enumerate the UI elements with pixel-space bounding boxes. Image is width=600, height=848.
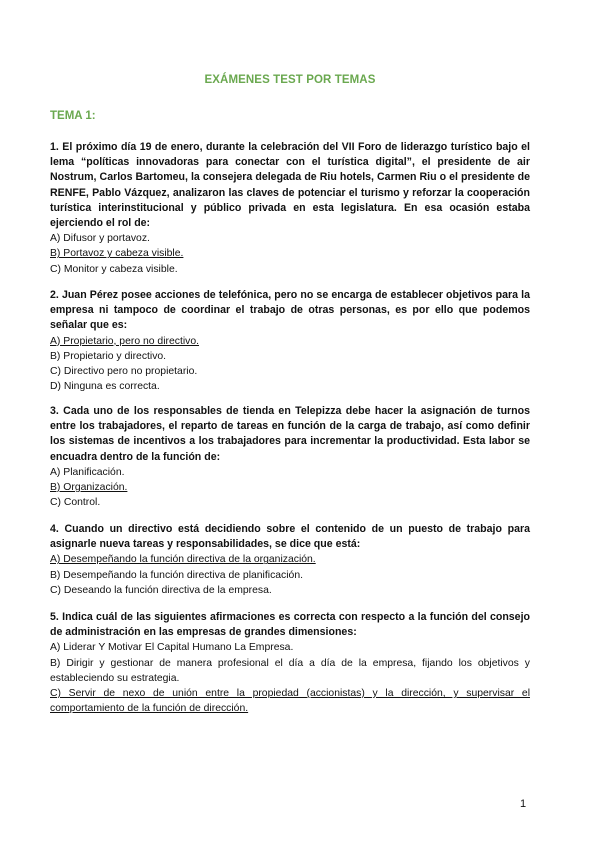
section-heading: TEMA 1:: [50, 110, 96, 122]
question-stem: 1. El próximo día 19 de enero, durante la celebración del VII Foro de liderazgo turístico bajo el lema “políticas innovadoras para conectar con el turística digital”, el presidente de air Nostrum, Carlos Bartomeu, la consejera delegada de Riu hotels, Carmen Riu o el presidente de RENFE, Pablo Vázquez, analizaron las claves de potenciar el turismo y reforzar la cooperación turística interinstitucional y público privada en esta legislatura. En esa ocasión estaba ejerciendo el rol de:: [50, 141, 530, 230]
answer-option: C) Deseando la función directiva de la empresa.: [50, 584, 272, 596]
question-stem: 5. Indica cuál de las siguientes afirmaciones es correcta con respecto a la función del consejo de administración en las empresas de grandes dimensiones:: [50, 611, 530, 639]
answer-option-correct: A) Propietario, pero no directivo.: [50, 335, 200, 347]
answer-option-correct: B) Organización.: [50, 482, 128, 494]
answer-option: A) Planificación.: [50, 466, 125, 478]
answer-option: B) Dirigir y gestionar de manera profesional el día a día de la empresa, fijando los objetivos y estableciendo su estrategia.: [50, 657, 530, 684]
answer-option: C) Control.: [50, 497, 101, 509]
question-5: [50, 610, 530, 716]
answer-option: C) Directivo pero no propietario.: [50, 366, 198, 378]
answer-option-correct: A) Desempeñando la función directiva de la organización.: [50, 554, 316, 566]
question-2: [50, 288, 530, 394]
answer-option: B) Propietario y directivo.: [50, 350, 167, 362]
question-stem: 3. Cada uno de los responsables de tienda en Telepizza debe hacer la asignación de turnos entre los trabajadores, el reparto de tareas en función de la carga de trabajo, así como definir los sistemas de incentivos a los trabajadores para incrementar la productividad. Esta labor se encuadra dentro de la función de:: [50, 405, 530, 463]
answer-option: D) Ninguna es correcta.: [50, 381, 160, 393]
answer-option: B) Desempeñando la función directiva de planificación.: [50, 569, 303, 581]
answer-option-correct: C) Servir de nexo de unión entre la propiedad (accionistas) y la dirección, y supervisar el comportamiento de la función de dirección.: [50, 688, 530, 715]
question-4: [50, 522, 530, 598]
question-stem: 4. Cuando un directivo está decidiendo sobre el contenido de un puesto de trabajo para asignarle nueva tareas y responsabilidades, se dice que está:: [50, 523, 530, 551]
page-number: 1: [520, 798, 527, 810]
question-1: [50, 140, 530, 277]
answer-option: A) Difusor y portavoz.: [50, 233, 150, 245]
answer-option: A) Liderar Y Motivar El Capital Humano La Empresa.: [50, 642, 294, 654]
document-title: EXÁMENES TEST POR TEMAS: [204, 74, 376, 86]
answer-option: C) Monitor y cabeza visible.: [50, 263, 178, 275]
question-stem: 2. Juan Pérez posee acciones de telefónica, pero no se encarga de establecer objetivos para la empresa ni tampoco de coordinar el trabajo de otras personas, es por ello que podemos señalar que es:: [50, 289, 530, 332]
question-3: [50, 404, 530, 510]
answer-option-correct: B) Portavoz y cabeza visible.: [50, 248, 184, 260]
